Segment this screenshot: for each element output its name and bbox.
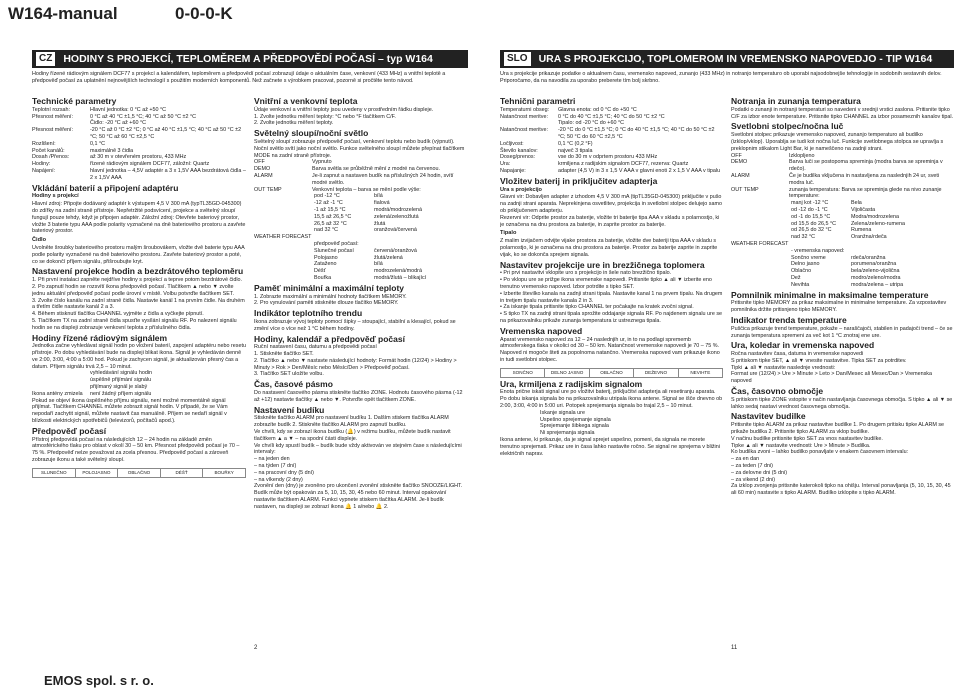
kv-key: Ločljivost: [500, 140, 524, 147]
kv-row [32, 127, 246, 141]
paragraph: Puščica prikazuje trend temperature, pokaže – naraščajoči, stabilen in padajoči trend – če se zunanja temperatura spremeni za več kot 1 °C znotraj ene ure. [731, 325, 953, 339]
kv-row [314, 275, 468, 282]
kv-key [500, 120, 558, 127]
section-title: HODINY S PROJEKCÍ, TEPLOMĚREM A PŘEDPOVĚDÍ POČASÍ – typ W164 [63, 53, 433, 65]
footer-company: EMOS spol. s r. o. [44, 673, 154, 688]
kv-key: Ura: [500, 161, 511, 168]
section-title: URA S PROJEKCIJO, TOPLOMEROM IN VREMENSKO NAPOVEDJO - TIP W164 [538, 53, 933, 65]
kv-key: Oblačno [791, 268, 812, 275]
kv-row [791, 200, 954, 207]
kv-key [32, 377, 90, 384]
heading: Technické parametry [32, 96, 117, 106]
kv-key: manj kot -12 °C [791, 200, 829, 207]
forecast-icons-row [32, 468, 246, 478]
kv-row [32, 168, 246, 182]
kv-value: -20 °C až 0 °C ±2 °C; 0 °C až 40 °C ±1,5 °C; 40 °C až 50 °C ±2 °C; 50 °C až 60 °C ±2,5 °C [90, 127, 242, 140]
setup-list [500, 270, 723, 324]
kv-row [791, 255, 954, 262]
kv-row [540, 423, 723, 430]
kv-value: řízené rádiovým signálem DCF77, záložní: Quartz [90, 161, 210, 168]
kv-value: Barva luči se postopoma spreminja (modra barva se spreminja v rdečo). [789, 159, 943, 173]
kv-row [500, 148, 723, 155]
heading: Ura, koledar in vremenska napoved [731, 340, 875, 351]
kv-key: Přesnost měření: [32, 113, 74, 120]
kv-key: Rozlišení: [32, 140, 56, 147]
kv-row [32, 148, 246, 155]
kv-row [791, 227, 954, 234]
kv-key: Bouřka [314, 274, 332, 281]
mode-list [731, 153, 954, 201]
heading: Čas, časové pásmo [254, 379, 333, 390]
kv-key: Ikona antény zmizela [32, 390, 83, 397]
paragraph: Do nastavení časového pásma stiskněte tlačítko ZONE. Hodnotu časového pásma (-12 až +12) nastavte tlačítky ▲ nebo ▼. Potvrďte opět tlačítkem ZONE. [254, 390, 463, 403]
subheading: Ura s projekcijo [500, 186, 542, 193]
kv-key: od -12 do -1 °C [791, 206, 828, 213]
kv-value: Če je budilka vključena in nastavljena za naslednjih 24 ur, sveti modra luč. [789, 172, 940, 186]
kv-row [500, 161, 723, 168]
kv-key: Napajanje: [500, 167, 526, 174]
paragraph: Svetlobni stolpec prikazuje vremensko napoved, zunanjo temperaturo ali budilko (izklop/vklop). Uporablja se tudi kot nočna luč. Funkcije svetlobnega stolpca se upravlja s preklopnim stikalom Light Bar, ki je nameščeno na zadnji strani. [731, 132, 944, 152]
kv-key: Dež [791, 274, 801, 281]
kv-row [254, 166, 468, 173]
kv-row [500, 168, 723, 175]
page-number: 2 [254, 645, 258, 651]
paragraph: Glavni vir: Dobavljen adapter z izhodom 4,5 V 300 mA (tipTL35GD-045300) priključite v pušo na zadnji strani aparata. Neprekinjena osvetlitev, projekcija in svetlobni stolpec delujejo samo ob priključenem adapterju. Rezervni vir: Odprite prostor za baterije, vložite tri baterije tipa AAA v skladu s polarnostjo, ki je označena na dnu prostora za baterije, in zaprite prostor za baterije. [500, 194, 722, 228]
kv-key: Sončno vreme [791, 254, 826, 261]
subheading: Čidlo [32, 237, 46, 244]
paragraph: Ruční nastavení času, datumu a předpovědi počasí 1. Stiskněte tlačítko SET. 2. Tlačítko ▲ nebo ▼ nastavte následující hodnoty: Formát hodin (12/24) > Hodiny > Minuty > Rok > Den/Měsíc nebo Měsíc/Den > Předpověď počasí. 3. Tlačítko SET uložíte volbu. [254, 344, 457, 378]
paragraph: Uvolněte šroubky bateriového prostoru malým šroubovákem, vložte dvě baterie typu AAA podle polarity vyznačené na dně bateriového prostoru. Zavřete bateriový prostor a poté, co se dokončí příjem signálu, přišroubujte kryt. [32, 244, 245, 265]
setup-list [32, 277, 246, 331]
paragraph: Stiskněte tlačítko ALARM pro nastavení budíku 1. Dalším stiskem tlačítka ALARM zobrazíte budík 2. Stiskněte tlačítko ALARM pro zapnutí budíku. Ve chvíli, kdy se zobrazí ikona budíku (🔔) v režimu budíku, můžete budík nastavit tlačítkem ▲ a ▼ – na spodní části displeje. Ve chvíli kdy spustí budík – budík bude vždy aktivován ve stejném čase s následujícími intervaly: – na jeden den – na týden (7 dní) – na pracovní dny (5 dní) – na víkendy (2 dny) [254, 415, 462, 483]
forecast-label: POLOJASNO [76, 469, 119, 477]
paragraph: Přístroj předpovídá počasí na následujících 12 – 24 hodin na základě změn atmosférického tlaku pro oblast v okolí 30 – 50 km. Přesnost předpovědi počasí je 70 – 75 %. Předpověď nelze považovat za zcela přesnou. Předpověď počasí a zároveň zobrazuje ikonu a také světelný sloupí. [32, 436, 240, 464]
kv-value: Ni sprejemanja signala [540, 430, 595, 437]
heading: Paměť minimální a maximální teploty [254, 282, 405, 293]
kv-value: bílá [374, 261, 383, 268]
forecast-label: BOUŘKY [214, 469, 234, 475]
kv-value: žlutá/zelená [374, 254, 403, 261]
kv-value: až 30 m v otevřeném prostoru, 433 MHz [90, 154, 187, 161]
heading: Nastavitev projekcije ure in brezžičnega toplomera [500, 259, 705, 270]
kv-value: zelená/zelenožlutá [374, 213, 419, 220]
kv-key: Déšť [314, 268, 326, 275]
paragraph: Hlavní zdroj: Připojte dodávaný adaptér k výstupem 4,5 V 300 mA (typTL35GD-045300) do zdířky na zadní straně přístroje. Nepřetržité podsvícení, projekce a světelný sloupí fungují pouze tehdy, když je připojen adaptér. Záložní zdroj: Otevřete bateriový prostor, vložte 3 baterie typu AAA podle polarity vyznačené na dně bateriového prostoru a zavřete bateriový prostor. [32, 201, 246, 235]
kv-key: Delno jasno [791, 261, 820, 268]
kv-row [314, 241, 468, 248]
language-badge: SLO [504, 52, 531, 66]
kv-value: Rumena [851, 227, 872, 234]
kv-key: DEMO [731, 159, 748, 166]
kv-row [314, 227, 468, 234]
kv-value: Barva světla se průběžně mění z modré na červenou. [312, 166, 440, 173]
kv-row [791, 282, 954, 289]
kv-row [731, 153, 954, 160]
column-1 [500, 95, 723, 497]
paragraph: Ikona antene, ki prikazuje, da je signal sprejet uspešno, pomeni, da signala ne morete trenutno sprejemati. Prikaz ure in časa lahko nastavite ročno. Se signal ne sprejema v bližini električnih naprav. [500, 437, 720, 457]
kv-key: Temperaturni obseg: [500, 106, 550, 113]
kv-row [32, 370, 246, 377]
kv-key [32, 370, 90, 377]
page-slo [500, 50, 954, 640]
paragraph: Zvonění den (dny) je zvoněno pro ukončení zvonění stiskněte tlačítko SNOOZE/LIGHT. Budík může být opakován za 5, 10, 15, 30, 45 nebo 60 minut. Interval opakování nastavíte tlačítkem ALARM. Funkci vypnete stiskem tlačítka ALARM. Je-li budík nastaven, na displeji se zobrazí ikona 🔔 1 a/nebo 🔔 2. [254, 483, 463, 510]
intro-text: Hodiny řízené rádiovým signálem DCF77 s projekcí a kalendářem, teploměrem a předpovědí počasí zobrazují údaje o aktuálním čase, venkovní (433 MHz) a vnitřní teplotě a předpověď počasí za uplatnění nejnovějších technologií s použitím moderních komponentů. Než začnete s výrobkem pracovat, pozorně si pročtěte tento návod. [32, 71, 446, 84]
kv-row [500, 154, 723, 161]
wf-list [254, 241, 468, 282]
heading: Indikator trenda temperature [731, 314, 847, 325]
heading: Tehnični parametri [500, 96, 576, 106]
paragraph: Z malim izvijačem odvijte vijake prostora za baterije, vložite dve bateriji tipa AAA v skladu s polarnostjo, ki je označena na dnu prostora za baterije. Prostor za baterije zaprite in zaprite vijak, ko se dokonča sprejem signala. [500, 238, 718, 258]
list-item: • Po vklopu ure se prižge ikona vremenske napovedi. Pritisnite tipko ▲ ali ▼ izberite eno trenutno vremensko napoved. Izbor potrdite s tipko SET. [500, 277, 712, 290]
kv-key: -12 až -1 °C [314, 200, 343, 207]
heading: Čas, časovno območje [731, 386, 824, 397]
kv-value: krmiljena z radijskim signalom DCF77, rezerva: Quartz [558, 161, 689, 168]
kv-value: modro/zeleno/modra [851, 274, 901, 281]
temp-color-list [731, 200, 954, 241]
kv-row [731, 173, 954, 187]
forecast-label: SLUNEČNO [33, 469, 76, 477]
heading: Vkládání baterií a připojení adaptéru [32, 182, 179, 193]
page-cz [32, 50, 468, 640]
kv-key [32, 120, 90, 127]
paragraph: Světelný sloupí zobrazuje předpověď počasí, venkovní teplotu nebo budík (výpnutí). Noční světlo svítí jako noční světlo. Funkce světelného sloupí můžete přepínat tlačítkem MODE na zadní straně přístroje. [254, 138, 465, 159]
list-item: 1. Při první instalaci zapněte nejdříve hodiny s projekcí a teprve potom bezdrátové čidlo. [32, 277, 243, 284]
kv-value: Čidlo: -20 °C až +60 °C [90, 120, 146, 127]
kv-key: OFF [254, 159, 265, 166]
forecast-label: OBLAČNO [590, 369, 634, 377]
kv-row [791, 248, 954, 255]
list-item: 5. Tlačítkem TX na zadní straně čidla spusťte vysílání signálu RF. Po nalezení signálu hodin se na displeji zobrazuje venkovní teplota z příslušného čidla. [32, 317, 237, 331]
list-item: 3. Zvolte číslo kanálu na zadní straně čidla. Nastavte kanál 1 na prvním čidle. Na druhém a třetím čidle nastavte kanál 2 a 3. [32, 297, 245, 311]
list-item: • Za iskanje tipala pritisnite tipko CHANNEL ter počakajte na kratek zvočni signal. [500, 304, 694, 311]
heading: Nastavení budíku [254, 404, 325, 415]
kv-key: Počet kanálů: [32, 147, 65, 154]
kv-row [32, 120, 246, 127]
kv-value: Vijoličasta [851, 206, 876, 213]
paragraph: Údaje venkovní a vnitřní teploty jsou uvedeny v prostředním řádku displeje. 1. Zvolte jednotku měření teploty: °C nebo °F tlačítkem C/F. 2. Zvolte jednotku měření teploty. [254, 106, 434, 127]
kv-value: oranžová/červená [374, 227, 417, 234]
kv-key: DEMO [254, 166, 271, 173]
kv-value: žlutá [374, 220, 386, 227]
kv-row [500, 107, 723, 114]
kv-value: není žádný příjem signálu [90, 390, 152, 397]
list-item: • S tipko TX na zadnji strani tipala sprožite oddajanje signala RF. Po najdenem signalu ure se na prikazovalniku prikaže zunanja temperatura iz ustreznega tipala. [500, 311, 723, 324]
forecast-label: NEVIHTE [690, 369, 711, 375]
kv-value: 0,1 °C [90, 140, 106, 147]
wf-list [731, 248, 954, 289]
kv-key [32, 384, 90, 391]
heading: Nastavitev budilke [731, 411, 806, 422]
kv-value: zunanja temperatura: Barva se spreminja glede na nivo zunanje temperature: [789, 186, 942, 200]
kv-key: OUT TEMP [254, 186, 282, 193]
subheading: Hodiny s projekcí [32, 193, 79, 200]
forecast-icons-row [500, 368, 723, 378]
kv-value: Venkovní teplota – barva se mění podle výše: [312, 186, 421, 193]
kv-key: Natančnost meritve: [500, 127, 548, 134]
kv-row [314, 200, 468, 207]
kv-value: hlavní jednotka – 4,5V adaptér a 3 x 1,5V AAA bezdrátová čidla – 2 x 1,5V AAA [90, 167, 246, 181]
kv-key: 15,5 až 26,5 °C [314, 213, 352, 220]
heading: Světelný sloupí/noční světlo [254, 128, 369, 139]
column-2 [731, 95, 954, 497]
heading: Hodiny řízené rádiovým signálem [32, 332, 168, 343]
kv-key: nad 32 °C [314, 227, 339, 234]
top-bar [0, 0, 960, 34]
kv-value: 0,1 °C (0,2 °F) [558, 140, 593, 147]
kv-row [791, 275, 954, 282]
kv-row [540, 430, 723, 437]
paragraph: 1. Zobrazte maximální a minimální hodnoty tlačítkem MEMORY. 2. Pro vynulování paměti stiskněte dlouze tlačítko MEMORY. [254, 293, 407, 307]
kv-value: fialová [374, 200, 390, 207]
kv-key: od -1 do 15,5 °C [791, 213, 831, 220]
kv-key: Zataženo [314, 261, 337, 268]
paragraph: Jednotka začne vyhledávat signál hodin po vložení baterií, zapojení adaptéru nebo resetu přístroje. Po dobu vyhledávání bude na displeji blikat ikona. Signál je vyhledáván denně ve 2:00, 3:00, 4:00 a 5:00 hod. Pokud je zachycen signál, je aktualizován přesný čas a datum. Příjem signálu trvá 2,5 – 10 minut. [32, 343, 246, 370]
kv-key: od 26,5 do 32 °C [791, 227, 832, 234]
list-item: 2. Po zapnutí hodin se rozsvítí ikona předpovědi počasí. Tlačítkem ▲ nebo ▼ zvolte jednu aktuální předpověď počasí podle úrovní v místě. Volbu potvrďte tlačítkem SET. [32, 283, 234, 297]
kv-value: modra/zelena – utripa [851, 281, 904, 288]
kv-value: Uspešno sprejemanje signala [540, 416, 611, 423]
heading: Vnitřní a venkovní teplota [254, 96, 358, 106]
heading: Pomnilnik minimalne in maksimalne temperature [731, 289, 929, 300]
list-item: • Pri prvi nastavitvi vklopite uro s projekcijo in šele nato brezžično tipalo. [500, 270, 672, 277]
kv-row [32, 107, 246, 114]
paragraph: Za izklop zvonjenja pritisnite katerokoli tipko na ohišju. Interval ponavljanja (5, 10, 15, 30, 45 ali 60 min) nastavite s tipko ALARM. Budilko izklopite s tipko ALARM. [731, 483, 951, 497]
kv-value: največ 3 tipala [558, 147, 593, 154]
kv-value: Modra/modrozelena [851, 213, 899, 220]
spec-list [500, 107, 723, 175]
mode-list [254, 159, 468, 193]
kv-key: Polojasno [314, 254, 338, 261]
kv-row [314, 207, 468, 214]
kv-key: pod -12 °C [314, 193, 340, 200]
column-2 [254, 95, 468, 511]
kv-value: červená/oranžová [374, 247, 417, 254]
paragraph: Pokud se objeví ikona úspěšného příjmu signálu, není možné momentálně signál přijímat. Tlačítkem CHANNEL můžete zobrazit signál hodin. V případě, že se Vám nepodaří zachytit signál, můžete nastavit čas manuálně. Příjem se nedaří signál v blízkosti elektrických spotřebičů (televizorů, počítačů apod.). [32, 397, 228, 425]
kv-value: Tipalo: od -20 °C do +60 °C [558, 120, 624, 127]
kv-row [791, 214, 954, 221]
forecast-label: DÉŠŤ [161, 469, 204, 477]
heading: Ura, krmiljena z radijskim signalom [500, 378, 643, 389]
section-header [500, 50, 954, 68]
language-badge: CZ [36, 52, 55, 66]
kv-value: adapter (4,5 V) in 3 x 1,5 V AAA v glavni enoti 2 x 1,5 V AAA v tipalu [558, 167, 721, 174]
paragraph: Aparat vremensko napoved za 12 – 24 naslednjih ur, in to na podlagi sprememb atmosferskega tlaka v okolici od 30 – 50 km. Natančnost vremenske napovedi je 70 – 75 %. Napoved ni mogoče šteti za popolnoma natančno. Vremenska napoved vam prikazuje ikono in tudi svetlobni stolpec. [500, 336, 720, 363]
kv-value: bílá [374, 193, 383, 200]
kv-key: ALARM [731, 172, 750, 179]
kv-key: ALARM [254, 172, 273, 179]
heading: Indikátor teplotního trendu [254, 308, 363, 319]
kv-key: nad 32 °C [791, 234, 816, 241]
kv-value: přijímaný signál je slabý [90, 384, 148, 391]
kv-key: Dosah /Přenos: [32, 154, 70, 161]
page-number: 11 [731, 645, 738, 651]
kv-row [540, 410, 723, 417]
kv-row [314, 255, 468, 262]
paragraph: Enota prične iskati signal ure po vložitvi baterij, priključitvi adapterja ali resetiranju aparata. Po dobu iskanja signala bo na prikazovalniku utripala ikona antene. Signal se išče dnevno ob 2:00, 3:00, 4:00 in 5:00 uri. Potopek sprejemanja signala bo trajal 2,5 – 10 minut. [500, 389, 723, 410]
intro-text: Ura s projekcije prikazuje podatke o aktualnem času, vremensko napoved, zunanjo (433 MHz) in notranjo temperaturo ob uporabi najsodobnejše tehnologije in sodobnih sestavnih delov. Priporočamo, da na navodila za uporabo preberete tím bolj skrbno. [500, 71, 942, 84]
kv-row [500, 141, 723, 148]
heading: Notranja in zunanja temperatura [731, 96, 861, 106]
kv-row [791, 207, 954, 214]
kv-row [500, 120, 723, 127]
forecast-label: SONČNO [501, 369, 545, 377]
wf-label: WEATHER FORECAST [254, 234, 312, 241]
kv-row [314, 214, 468, 221]
kv-row [314, 248, 468, 255]
kv-row [254, 173, 468, 187]
subheading: Tipalo [500, 230, 517, 237]
kv-value: Zelena/zeleno-rumena [851, 220, 905, 227]
paragraph: Podatki o zunanji in notranji temperaturi so navedeni v srednji vrstici zaslona. Pritisnite tipko C/F za izbor enote temperature. Pritisnite tipko CHANNEL za izbor posameznih kanalov tipal. [731, 106, 954, 120]
kv-value: rdeča/oranžna [851, 254, 886, 261]
kv-value: Glavna enota: od 0 °C do +50 °C [558, 106, 637, 113]
paragraph: Pritisnite tipko MEMORY za prikaz maksimalne in minimalne temperature. Za vzpostavitev pomnilnika držite pritisnjeno tipko MEMORY. [731, 300, 947, 314]
kv-value: 0 °C až 40 °C ±1,5 °C; 40 °C až 50 °C ±2 °C [90, 113, 197, 120]
kv-key: Število kanalov: [500, 147, 538, 154]
kv-value: Sprejemanje šibkega signala [540, 423, 609, 430]
kv-row [314, 193, 468, 200]
paragraph: S pritiskom tipke ZONE vstopite v način nastavljanja časovnega območja. S tipko ▲ ali ▼ se lahko sedaj nastavi vrednost časovnega območja. [731, 396, 953, 410]
kv-key: 26,5 až 32 °C [314, 220, 347, 227]
kv-value: -20 °C do 0 °C ±1,5 °C; 0 °C do 40 °C ±1,5 °C; 40 °C do 50 °C ±2 °C; 50 °C do 60 °C ±2,5 °C [558, 127, 715, 140]
kv-value: porumena/oranžna [851, 261, 897, 268]
paragraph: Ikona zobrazuje vývoj teploty pomocí šipky – stoupající, stabilní a klesající, pokud se změní více o více než 1 °C během hodiny. [254, 318, 456, 332]
heading: Svetlobni stolpec/nočna luč [731, 121, 844, 132]
forecast-label: DELNO JASNO [545, 369, 589, 377]
kv-row [731, 187, 954, 201]
kv-value: vse do 30 m v odprtem prostoru 433 MHz [558, 154, 658, 161]
spec-list [32, 107, 246, 182]
kv-value: 0 °C do 40 °C ±1,5 °C; 40 °C do 50 °C ±2 °C [558, 113, 665, 120]
icon-list [500, 410, 723, 437]
kv-value: Izklopljeno [789, 152, 815, 159]
heading: Nastavení projekce hodin a bezdrátového teploměru [32, 266, 244, 277]
heading: Hodiny, kalendář a předpověď počasí [254, 333, 405, 344]
section-header [32, 50, 468, 68]
model-code: 0-0-0-K [175, 4, 233, 23]
model-title: W164-manual [8, 4, 118, 23]
kv-key: Teplotní rozsah: [32, 106, 71, 113]
kv-row [731, 159, 954, 173]
forecast-label: OBLAČNO [118, 469, 161, 477]
kv-key: Hodiny: [32, 161, 51, 168]
kv-value: modrá/žlutá – blikající [374, 274, 427, 281]
kv-row [314, 268, 468, 275]
kv-row [32, 384, 246, 391]
temp-color-list [254, 193, 468, 234]
icon-list [32, 370, 246, 397]
kv-value: vyhledávání signálu hodin [90, 370, 153, 377]
kv-value: úspěšně přijímání signálu [90, 377, 152, 384]
kv-row [791, 268, 954, 275]
list-item: • Izberite številko kanala na zadnji strani tipala. Nastavite kanal 1 na prvem tipalu. Na drugem in tretjem tipalu nastavite kanala 2 in 3. [500, 290, 723, 304]
kv-value: Oranžna/rdeča [851, 234, 887, 241]
column-1 [32, 95, 246, 511]
kv-row [32, 154, 246, 161]
kv-key: OFF [731, 152, 742, 159]
list-item: 4. Během stisknutí tlačítka CHANNEL vyjměte z čidla a vyčkejte pípnutí. [32, 311, 204, 318]
kv-key: OUT TEMP [731, 186, 759, 193]
kv-row [500, 127, 723, 141]
kv-key: -1 až 15,5 °C [314, 206, 346, 213]
kv-row [32, 141, 246, 148]
kv-value: modrá/modrozelená [374, 206, 422, 213]
heading: Vremenska napoved [500, 325, 583, 336]
kv-row [791, 234, 954, 241]
kv-value: Vypnuto [312, 159, 332, 166]
heading: Předpověď počasí [32, 425, 107, 436]
kv-row [32, 391, 246, 398]
kv-key: od 15,5 do 26,5 °C [791, 220, 837, 227]
kv-row [32, 161, 246, 168]
kv-row [540, 417, 723, 424]
kv-key: Nevihta [791, 281, 810, 288]
kv-row [254, 187, 468, 194]
kv-row [314, 221, 468, 228]
kv-value: modrozelená/modrá [374, 268, 422, 275]
kv-value: Iskanje signala ure [540, 409, 585, 416]
kv-key: předpověď počasí: [314, 240, 359, 247]
kv-row [314, 261, 468, 268]
kv-key: Napájení: [32, 167, 56, 174]
kv-key: - vremenska napoved: [791, 247, 845, 254]
kv-value: bela/zeleno-vijolična [851, 268, 900, 275]
forecast-label: DEŽEVNO [634, 369, 678, 377]
kv-value: Je-li zapnut a nastaven budík na příslušných 24 hodin, svítí modré světlo. [312, 172, 454, 186]
wf-label: WEATHER FORECAST [731, 240, 789, 247]
kv-key: Doseg/prenos: [500, 154, 536, 161]
kv-row [791, 221, 954, 228]
kv-key: Slunečné počasí [314, 247, 354, 254]
paragraph: Ročna nastavitev časa, datuma in vremenske napovedi S pritiskom tipke SET, ▲ ali ▼ vnesite nastavitve. Tipka SET za potrditev. Tipki ▲ ali ▼ nastavite naslednje vrednosti: Format ure (12/24) > Ure > Minute > Leto > Dan/Mesec ali Mesec/Dan > Vremenska napoved [731, 351, 932, 385]
kv-row [500, 114, 723, 121]
kv-value: maximálně 3 čidla [90, 147, 134, 154]
kv-key: Přesnost měření: [32, 127, 74, 134]
kv-value: Bela [851, 200, 862, 207]
kv-key: Natančnost meritve: [500, 113, 548, 120]
kv-value: Hlavní jednotka: 0 °C až +50 °C [90, 106, 167, 113]
paragraph: Pritisnite tipko ALARM za prikaz nastavitve budilke 1. Po drugem pritisku tipke ALARM se prikaže budilka 2. Pritisnite tipko ALARM za vklop budilke. V načinu budilke pritisnite tipko SET za vnos nastavitev budilke. Tipke ▲ ali ▼ nastavite vrednosti: Ure > Minute > Budilka. Ko budilka zvoni – lahko budilko ponavljate v enakem časovnem intervalu: – za en dan – za teden (7 dni) – za delovne dni (5 dni) – za vikend (2 dni) [731, 422, 945, 483]
heading: Vložitev baterij in priključitev adapterja [500, 175, 658, 186]
kv-row [32, 377, 246, 384]
kv-row [791, 261, 954, 268]
